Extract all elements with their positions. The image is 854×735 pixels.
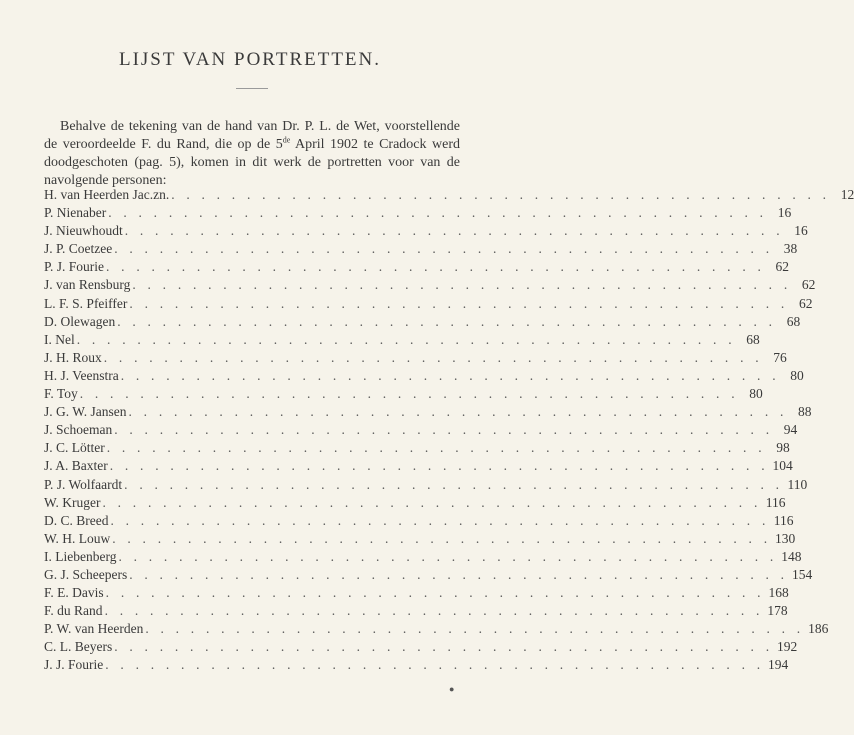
dot-leader: . . . . . . . . . . . . . . . . . . . . . . . . . . . . . . . . . . . . . . . . . . . .: [128, 404, 788, 420]
portrait-name: I. Nel: [44, 331, 75, 347]
page-number: 76: [773, 349, 787, 365]
dot-leader: . . . . . . . . . . . . . . . . . . . . . . . . . . . . . . . . . . . . . . . . . . . .: [103, 349, 763, 365]
dot-leader: . . . . . . . . . . . . . . . . . . . . . . . . . . . . . . . . . . . . . . . . . . . .: [106, 259, 766, 275]
list-item: [44, 240, 798, 258]
list-item: [44, 313, 801, 331]
portrait-name: D. Olewagen: [44, 313, 116, 329]
page-number: 80: [790, 367, 804, 383]
portrait-name: H. van Heerden Jac.zn.: [44, 187, 170, 202]
portrait-name: P. W. van Heerden: [44, 621, 144, 637]
list-item: [44, 204, 792, 222]
page-number: 130: [775, 530, 796, 546]
portrait-name: H. J. Veenstra: [44, 367, 119, 383]
list-item: [44, 494, 786, 512]
page-number: 16: [777, 205, 792, 221]
page-number: 104: [772, 458, 793, 474]
intro-text-end: April 1902 te Cradock werd doodgeschoten (pag. 5), komen in dit werk de portretten voor van de navolgende personen:: [44, 137, 460, 188]
dot-leader: . . . . . . . . . . . . . . . . . . . . . . . . . . . . . . . . . . . . . . . . . . . .: [171, 187, 831, 202]
page-number: 16: [794, 223, 808, 239]
list-item: [44, 530, 796, 548]
dot-leader: . . . . . . . . . . . . . . . . . . . . . . . . . . . . . . . . . . . . . . . . . . . .: [129, 295, 789, 311]
page-number: 68: [786, 313, 801, 329]
list-item: [44, 566, 813, 584]
list-item: [44, 222, 808, 240]
dot-leader: . . . . . . . . . . . . . . . . . . . . . . . . . . . . . . . . . . . . . . . . . . . .: [124, 223, 784, 239]
portrait-name: L. F. S. Pfeiffer: [44, 295, 128, 311]
dot-leader: . . . . . . . . . . . . . . . . . . . . . . . . . . . . . . . . . . . . . . . . . . . .: [104, 603, 764, 619]
page-number: 116: [765, 494, 786, 510]
dot-leader: . . . . . . . . . . . . . . . . . . . . . . . . . . . . . . . . . . . . . . . . . . . .: [120, 367, 780, 383]
list-item: [44, 385, 763, 403]
dot-leader: . . . . . . . . . . . . . . . . . . . . . . . . . . . . . . . . . . . . . . . . . . . .: [114, 241, 774, 257]
dot-leader: . . . . . . . . . . . . . . . . . . . . . . . . . . . . . . . . . . . . . . . . . . . .: [106, 440, 766, 456]
list-item: [44, 258, 790, 276]
list-item: [44, 457, 793, 475]
page-number: 192: [777, 639, 798, 655]
portrait-name: J. Schoeman: [44, 422, 113, 438]
page-number: 12: [840, 187, 854, 202]
page-number: 194: [768, 657, 789, 673]
intro-paragraph: [44, 118, 460, 190]
list-item: [44, 656, 789, 674]
page-number: 154: [792, 566, 813, 582]
list-item: [44, 276, 816, 294]
portrait-name: J. H. Roux: [44, 349, 102, 365]
page-number: 148: [781, 548, 802, 564]
page-number: 62: [775, 259, 790, 275]
portrait-name: J. P. Coetzee: [44, 241, 113, 257]
list-item: [44, 584, 789, 602]
portrait-name: J. C. Lötter: [44, 440, 105, 456]
dot-leader: . . . . . . . . . . . . . . . . . . . . . . . . . . . . . . . . . . . . . . . . . . . .: [102, 494, 762, 510]
list-item: [44, 439, 790, 457]
page-number: 88: [798, 404, 812, 420]
list-item: [44, 421, 798, 439]
portrait-name: W. H. Louw: [44, 530, 111, 546]
dot-leader: . . . . . . . . . . . . . . . . . . . . . . . . . . . . . . . . . . . . . . . . . . . .: [129, 566, 789, 582]
list-item: [44, 638, 798, 656]
dot-leader: . . . . . . . . . . . . . . . . . . . . . . . . . . . . . . . . . . . . . . . . . . . .: [117, 313, 777, 329]
page-number: 62: [801, 277, 816, 293]
intro-superscript: de: [282, 135, 291, 145]
page-number: 186: [808, 621, 829, 637]
portrait-name: J. G. W. Jansen: [44, 404, 127, 420]
page-number: 116: [773, 512, 794, 528]
dot-leader: . . . . . . . . . . . . . . . . . . . . . . . . . . . . . . . . . . . . . . . . . . . .: [109, 458, 769, 474]
portrait-name: F. E. Davis: [44, 585, 104, 601]
dot-leader: . . . . . . . . . . . . . . . . . . . . . . . . . . . . . . . . . . . . . . . . . . . .: [108, 205, 768, 221]
portrait-list: [44, 186, 854, 675]
portrait-name: D. C. Breed: [44, 512, 109, 528]
page-number: 168: [768, 585, 789, 601]
dot-leader: . . . . . . . . . . . . . . . . . . . . . . . . . . . . . . . . . . . . . . . . . . . .: [114, 422, 774, 438]
dot-leader: . . . . . . . . . . . . . . . . . . . . . . . . . . . . . . . . . . . . . . . . . . . .: [112, 530, 772, 546]
page-number: 38: [783, 241, 798, 257]
list-item: [44, 476, 808, 494]
list-item: [44, 403, 812, 421]
portrait-name: W. Kruger: [44, 494, 101, 510]
portrait-name: C. L. Beyers: [44, 639, 113, 655]
portrait-name: P. J. Wolfaardt: [44, 476, 123, 492]
dot-leader: . . . . . . . . . . . . . . . . . . . . . . . . . . . . . . . . . . . . . . . . . . . .: [114, 639, 774, 655]
intro-text-start: Behalve de tekening van de hand van Dr. P. L. de Wet, voorstellende de veroordeelde F. du Rand, die op de 5: [44, 119, 460, 152]
list-item: [44, 620, 829, 638]
list-item: [44, 186, 854, 204]
portrait-name: I. Liebenberg: [44, 548, 117, 564]
list-item: [44, 349, 787, 367]
title-divider: [236, 88, 268, 89]
dot-leader: . . . . . . . . . . . . . . . . . . . . . . . . . . . . . . . . . . . . . . . . . . . .: [145, 621, 805, 637]
dot-leader: . . . . . . . . . . . . . . . . . . . . . . . . . . . . . . . . . . . . . . . . . . . .: [76, 331, 736, 347]
dot-leader: . . . . . . . . . . . . . . . . . . . . . . . . . . . . . . . . . . . . . . . . . . . .: [110, 512, 770, 528]
page-number: 68: [746, 331, 760, 347]
page-number: 178: [767, 603, 788, 619]
list-item: [44, 602, 788, 620]
portrait-name: J. A. Baxter: [44, 458, 108, 474]
dot-leader: . . . . . . . . . . . . . . . . . . . . . . . . . . . . . . . . . . . . . . . . . . . .: [105, 585, 765, 601]
portrait-name: J. Nieuwhoudt: [44, 223, 123, 239]
list-item: [44, 548, 802, 566]
page-number: 62: [798, 295, 813, 311]
portrait-name: P. J. Fourie: [44, 259, 105, 275]
page-number: 110: [787, 476, 808, 492]
page-number: 80: [749, 386, 763, 402]
dot-leader: . . . . . . . . . . . . . . . . . . . . . . . . . . . . . . . . . . . . . . . . . . . .: [79, 386, 739, 402]
portrait-name: F. Toy: [44, 386, 78, 402]
portrait-name: P. Nienaber: [44, 205, 107, 221]
page-title: LIJST VAN PORTRETTEN.: [118, 49, 382, 70]
page-number: 98: [776, 440, 790, 456]
portrait-name: J. van Rensburg: [44, 277, 131, 293]
ink-mark: ●: [449, 684, 455, 694]
list-item: [44, 512, 794, 530]
list-item: [44, 295, 813, 313]
dot-leader: . . . . . . . . . . . . . . . . . . . . . . . . . . . . . . . . . . . . . . . . . . . .: [124, 476, 784, 492]
portrait-name: F. du Rand: [44, 603, 103, 619]
dot-leader: . . . . . . . . . . . . . . . . . . . . . . . . . . . . . . . . . . . . . . . . . . . .: [118, 548, 778, 564]
dot-leader: . . . . . . . . . . . . . . . . . . . . . . . . . . . . . . . . . . . . . . . . . . . .: [105, 657, 765, 673]
page-number: 94: [783, 422, 798, 438]
list-item: [44, 367, 804, 385]
list-item: [44, 331, 760, 349]
dot-leader: . . . . . . . . . . . . . . . . . . . . . . . . . . . . . . . . . . . . . . . . . . . .: [132, 277, 792, 293]
portrait-name: G. J. Scheepers: [44, 566, 128, 582]
portrait-name: J. J. Fourie: [44, 657, 104, 673]
